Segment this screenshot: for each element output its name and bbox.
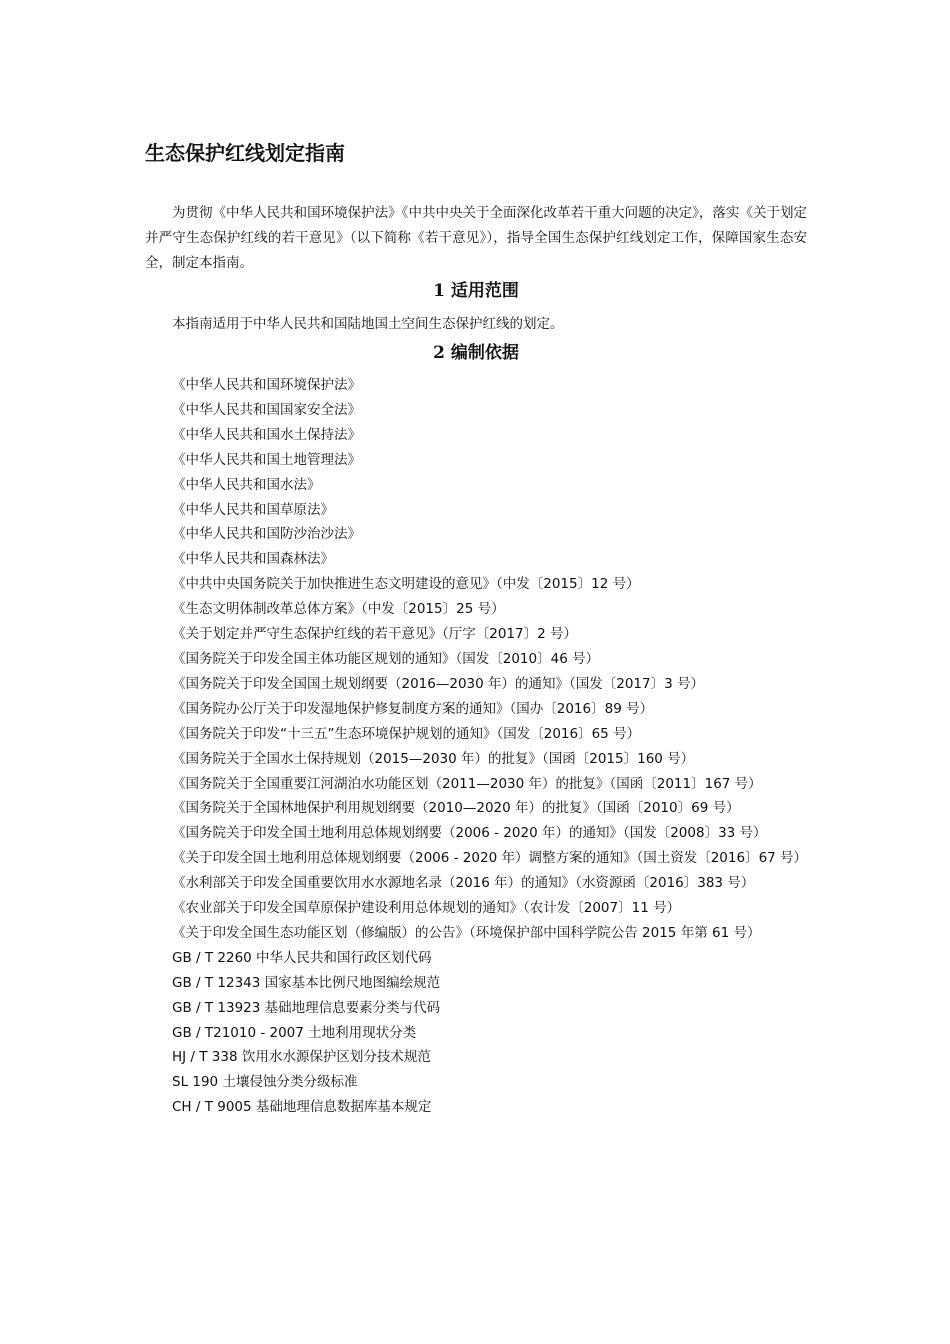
- basis-item: 《水利部关于印发全国重要饮用水水源地名录（2016 年）的通知》（水资源函〔2016〕383 号）: [172, 875, 755, 892]
- basis-item: 《中华人民共和国水土保持法》: [172, 426, 361, 443]
- basis-item: GB / T 2260 中华人民共和国行政区划代码: [172, 949, 432, 966]
- basis-item: 《国务院关于印发全国国土规划纲要（2016—2030 年）的通知》（国发〔2017〕3 号）: [172, 675, 704, 692]
- basis-item: 《国务院关于全国林地保护利用规划纲要（2010—2020 年）的批复》（国函〔2010〕69 号）: [172, 800, 740, 817]
- basis-item: 《关于划定并严守生态保护红线的若干意见》（厅字〔2017〕2 号）: [172, 626, 577, 643]
- section-number: 2: [433, 343, 445, 363]
- basis-item: 《国务院关于印发“十三五”生态环境保护规划的通知》（国发〔2016〕65 号）: [172, 725, 641, 742]
- basis-item: 《中共中央国务院关于加快推进生态文明建设的意见》（中发〔2015〕12 号）: [172, 576, 640, 593]
- basis-item: 《中华人民共和国草原法》: [172, 501, 334, 518]
- scope-paragraph: 本指南适用于中华人民共和国陆地国土空间生态保护红线的划定。: [172, 316, 564, 332]
- basis-item: 《中华人民共和国防沙治沙法》: [172, 526, 361, 543]
- document-title: 生态保护红线划定指南: [145, 141, 345, 165]
- basis-item: GB / T 12343 国家基本比例尺地图编绘规范: [172, 974, 441, 991]
- basis-item: 《中华人民共和国森林法》: [172, 551, 334, 568]
- basis-item: 《中华人民共和国国家安全法》: [172, 401, 361, 418]
- section-title: 适用范围: [450, 281, 519, 301]
- basis-item: 《国务院关于印发全国土地利用总体规划纲要（2006 - 2020 年）的通知》（国发〔2008〕33 号）: [172, 825, 767, 842]
- section-number: 1: [433, 281, 445, 301]
- intro-paragraph: 为贯彻《中华人民共和国环境保护法》《中共中央关于全面深化改革若干重大问题的决定》，落实《关于划定并严守生态保护红线的若干意见》（以下简称《若干意见》），指导全国生态保护红线划定工作，保障国家生态安全，制定本指南。: [145, 205, 807, 271]
- basis-item: 《中华人民共和国水法》: [172, 476, 321, 493]
- basis-item: 《中华人民共和国土地管理法》: [172, 451, 361, 468]
- basis-item: 《农业部关于印发全国草原保护建设利用总体规划的通知》（农计发〔2007〕11 号）: [172, 900, 681, 917]
- section-title: 编制依据: [450, 343, 519, 363]
- basis-item: CH / T 9005 基础地理信息数据库基本规定: [172, 1099, 432, 1116]
- basis-item: SL 190 土壤侵蚀分类分级标准: [172, 1074, 358, 1091]
- basis-item: 《生态文明体制改革总体方案》（中发〔2015〕25 号）: [172, 601, 505, 618]
- basis-item: 《国务院办公厅关于印发湿地保护修复制度方案的通知》（国办〔2016〕89 号）: [172, 700, 654, 717]
- basis-item: GB / T21010 - 2007 土地利用现状分类: [172, 1024, 417, 1041]
- basis-item: 《国务院关于全国重要江河湖泊水功能区划（2011—2030 年）的批复》（国函〔2011〕167 号）: [172, 775, 762, 792]
- basis-item: 《关于印发全国土地利用总体规划纲要（2006 - 2020 年）调整方案的通知》（国土资发〔2016〕67 号）: [172, 850, 808, 867]
- basis-list: [145, 373, 807, 1120]
- basis-item: GB / T 13923 基础地理信息要素分类与代码: [172, 999, 441, 1016]
- section-heading-scope: [145, 276, 807, 301]
- basis-item: 《关于印发全国生态功能区划（修编版）的公告》（环境保护部中国科学院公告 2015 年第 61 号）: [172, 924, 761, 941]
- basis-item: 《中华人民共和国环境保护法》: [172, 377, 361, 393]
- basis-item: 《国务院关于全国水土保持规划（2015—2030 年）的批复》（国函〔2015〕160 号）: [172, 750, 695, 767]
- section-heading-basis: [145, 338, 807, 363]
- basis-item: 《国务院关于印发全国主体功能区规划的通知》（国发〔2010〕46 号）: [172, 650, 600, 667]
- basis-item: HJ / T 338 饮用水水源保护区划分技术规范: [172, 1049, 431, 1066]
